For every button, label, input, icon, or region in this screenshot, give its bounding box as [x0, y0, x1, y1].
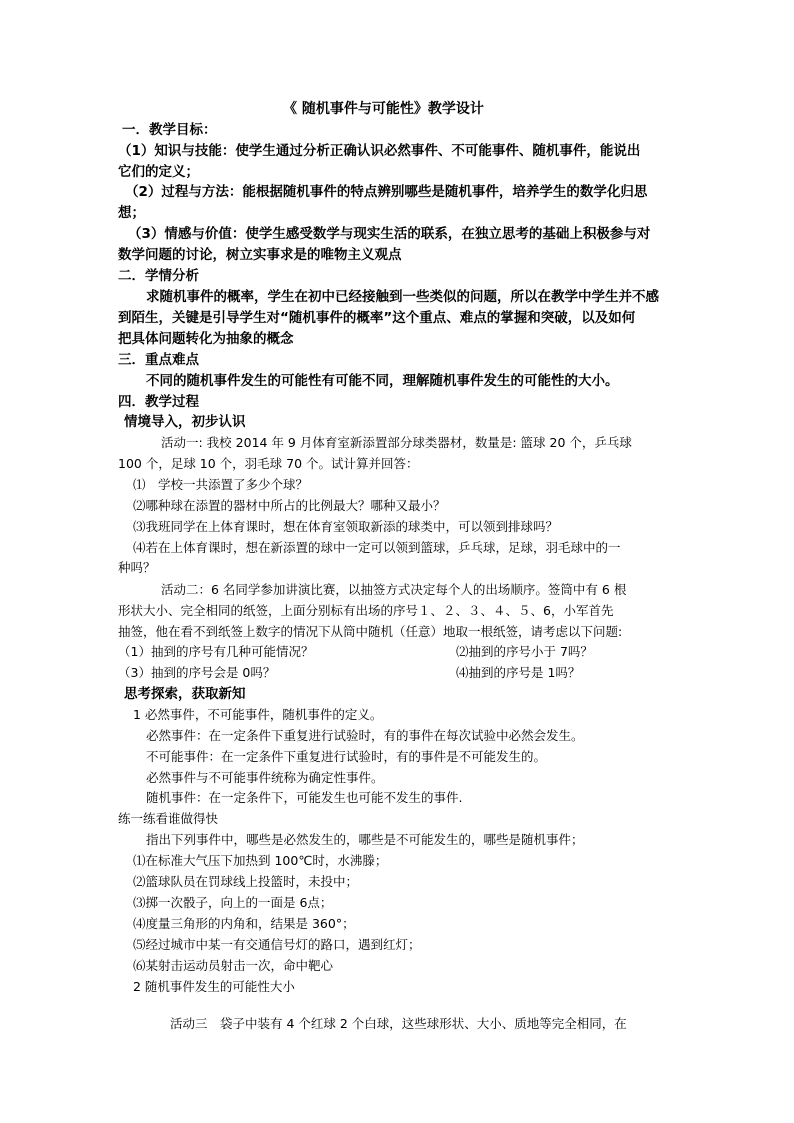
paragraph-line: 抽签，他在看不到纸签上数字的情况下从筒中随机（任意）地取一根纸签，请考虑以下问题: [118, 624, 623, 639]
paragraph-line: 把具体问题转化为抽象的概念 [118, 331, 294, 347]
heading-keypoints: 三．重点难点 [118, 352, 199, 368]
paragraph-line: （2）过程与方法：能根据随机事件的特点辨别哪些是随机事件，培养学生的数学化归思 [125, 184, 648, 200]
list-item: ⑵抽到的序号小于 7吗？ [456, 644, 593, 659]
paragraph-line: 不可能事件：在一定条件下重复进行试验时，有的事件是不可能发生的。 [146, 749, 547, 764]
paragraph-line: 100 个，足球 10 个，羽毛球 70 个。试计算并回答： [118, 456, 419, 471]
paragraph-line: 想； [118, 205, 145, 221]
list-item: ⑷抽到的序号是 1吗？ [456, 665, 581, 680]
paragraph-line: 求随机事件的概率，学生在初中已经接触到一些类似的问题，所以在教学中学生并不感 [146, 289, 659, 305]
list-item: （1）抽到的序号有几种可能情况？ [118, 644, 314, 659]
paragraph-line: 到陌生，关键是引导学生对“随机事件的概率”这个重点、难点的掌握和突破，以及如何 [118, 310, 636, 326]
list-item: ⑴ 学校一共添置了多少个球？ [133, 477, 309, 492]
paragraph-line: 活动二：6 名同学参加讲演比赛，以抽签方式决定每个人的出场顺序。签筒中有 6 根 [161, 582, 627, 597]
paragraph-line: 形状大小、完全相同的纸签，上面分别标有出场的序号１、２、３、４、５、6，小军首先 [118, 603, 614, 618]
heading-process: 四．教学过程 [118, 394, 199, 410]
list-item: ⑶我班同学在上体育课时，想在体育室领取新添的球类中，可以领到排球吗？ [133, 519, 559, 534]
paragraph-line: （1）知识与技能：使学生通过分析正确认识必然事件、不可能事件、随机事件，能说出 [118, 143, 641, 159]
paragraph-line: 随机事件：在一定条件下，可能发生也可能不发生的事件. [146, 790, 463, 805]
document-title: 《 随机事件与可能性》教学设计 [283, 101, 484, 117]
paragraph-line: 1 必然事件，不可能事件，随机事件的定义。 [133, 707, 383, 722]
paragraph-line: 它们的定义； [118, 164, 199, 180]
list-item: ⑵哪种球在添置的器材中所占的比例最大？哪种又最小？ [133, 498, 446, 513]
heading-analysis: 二．学情分析 [118, 268, 199, 284]
paragraph-line: 不同的随机事件发生的可能性有可能不同，理解随机事件发生的可能性的大小。 [146, 373, 619, 389]
paragraph-line: 必然事件：在一定条件下重复进行试验时，有的事件在每次试验中必然会发生。 [146, 728, 584, 743]
subheading: 练一练看谁做得快 [118, 811, 219, 826]
subheading: 思考探索，获取新知 [124, 686, 246, 702]
paragraph-line: 必然事件与不可能事件统称为确定性事件。 [146, 770, 384, 785]
list-item: ⑵篮球队员在罚球线上投篮时，未投中； [133, 874, 359, 889]
paragraph-line: 数学问题的讨论，树立实事求是的唯物主义观点 [118, 247, 402, 263]
paragraph-line: 活动一: 我校 2014 年 9 月体育室新添置部分球类器材，数量是: 篮球 20 个，乒乓球 [161, 435, 632, 450]
list-item: 种吗？ [118, 560, 156, 575]
list-item: ⑹某射击运动员射击一次，命中靶心 [133, 958, 334, 973]
list-item: ⑷若在上体育课时，想在新添置的球中一定可以领到篮球，乒乓球，足球，羽毛球中的一 [133, 540, 621, 555]
list-item: ⑷度量三角形的内角和，结果是 360°； [133, 916, 355, 931]
list-item: ⑴在标准大气压下加热到 100℃时，水沸滕； [133, 853, 388, 868]
paragraph-line: 活动三 袋子中装有 4 个红球 2 个白球，这些球形状、大小、质地等完全相同，在 [170, 1016, 627, 1031]
list-item: ⑶掷一次骰子，向上的一面是 6点； [133, 895, 333, 910]
list-item: （3）抽到的序号会是 0吗？ [118, 665, 276, 680]
paragraph-line: （3）情感与价值：使学生感受数学与现实生活的联系，在独立思考的基础上积极参与对 [128, 226, 651, 242]
list-item: ⑸经过城市中某一有交通信号灯的路口，遇到红灯； [133, 937, 421, 952]
paragraph-line: 指出下列事件中，哪些是必然发生的，哪些是不可能发生的，哪些是随机事件； [146, 832, 584, 847]
subheading: 2 随机事件发生的可能性大小 [133, 979, 295, 994]
heading-goals: 一．教学目标： [122, 122, 217, 138]
subheading: 情境导入，初步认识 [124, 414, 246, 430]
